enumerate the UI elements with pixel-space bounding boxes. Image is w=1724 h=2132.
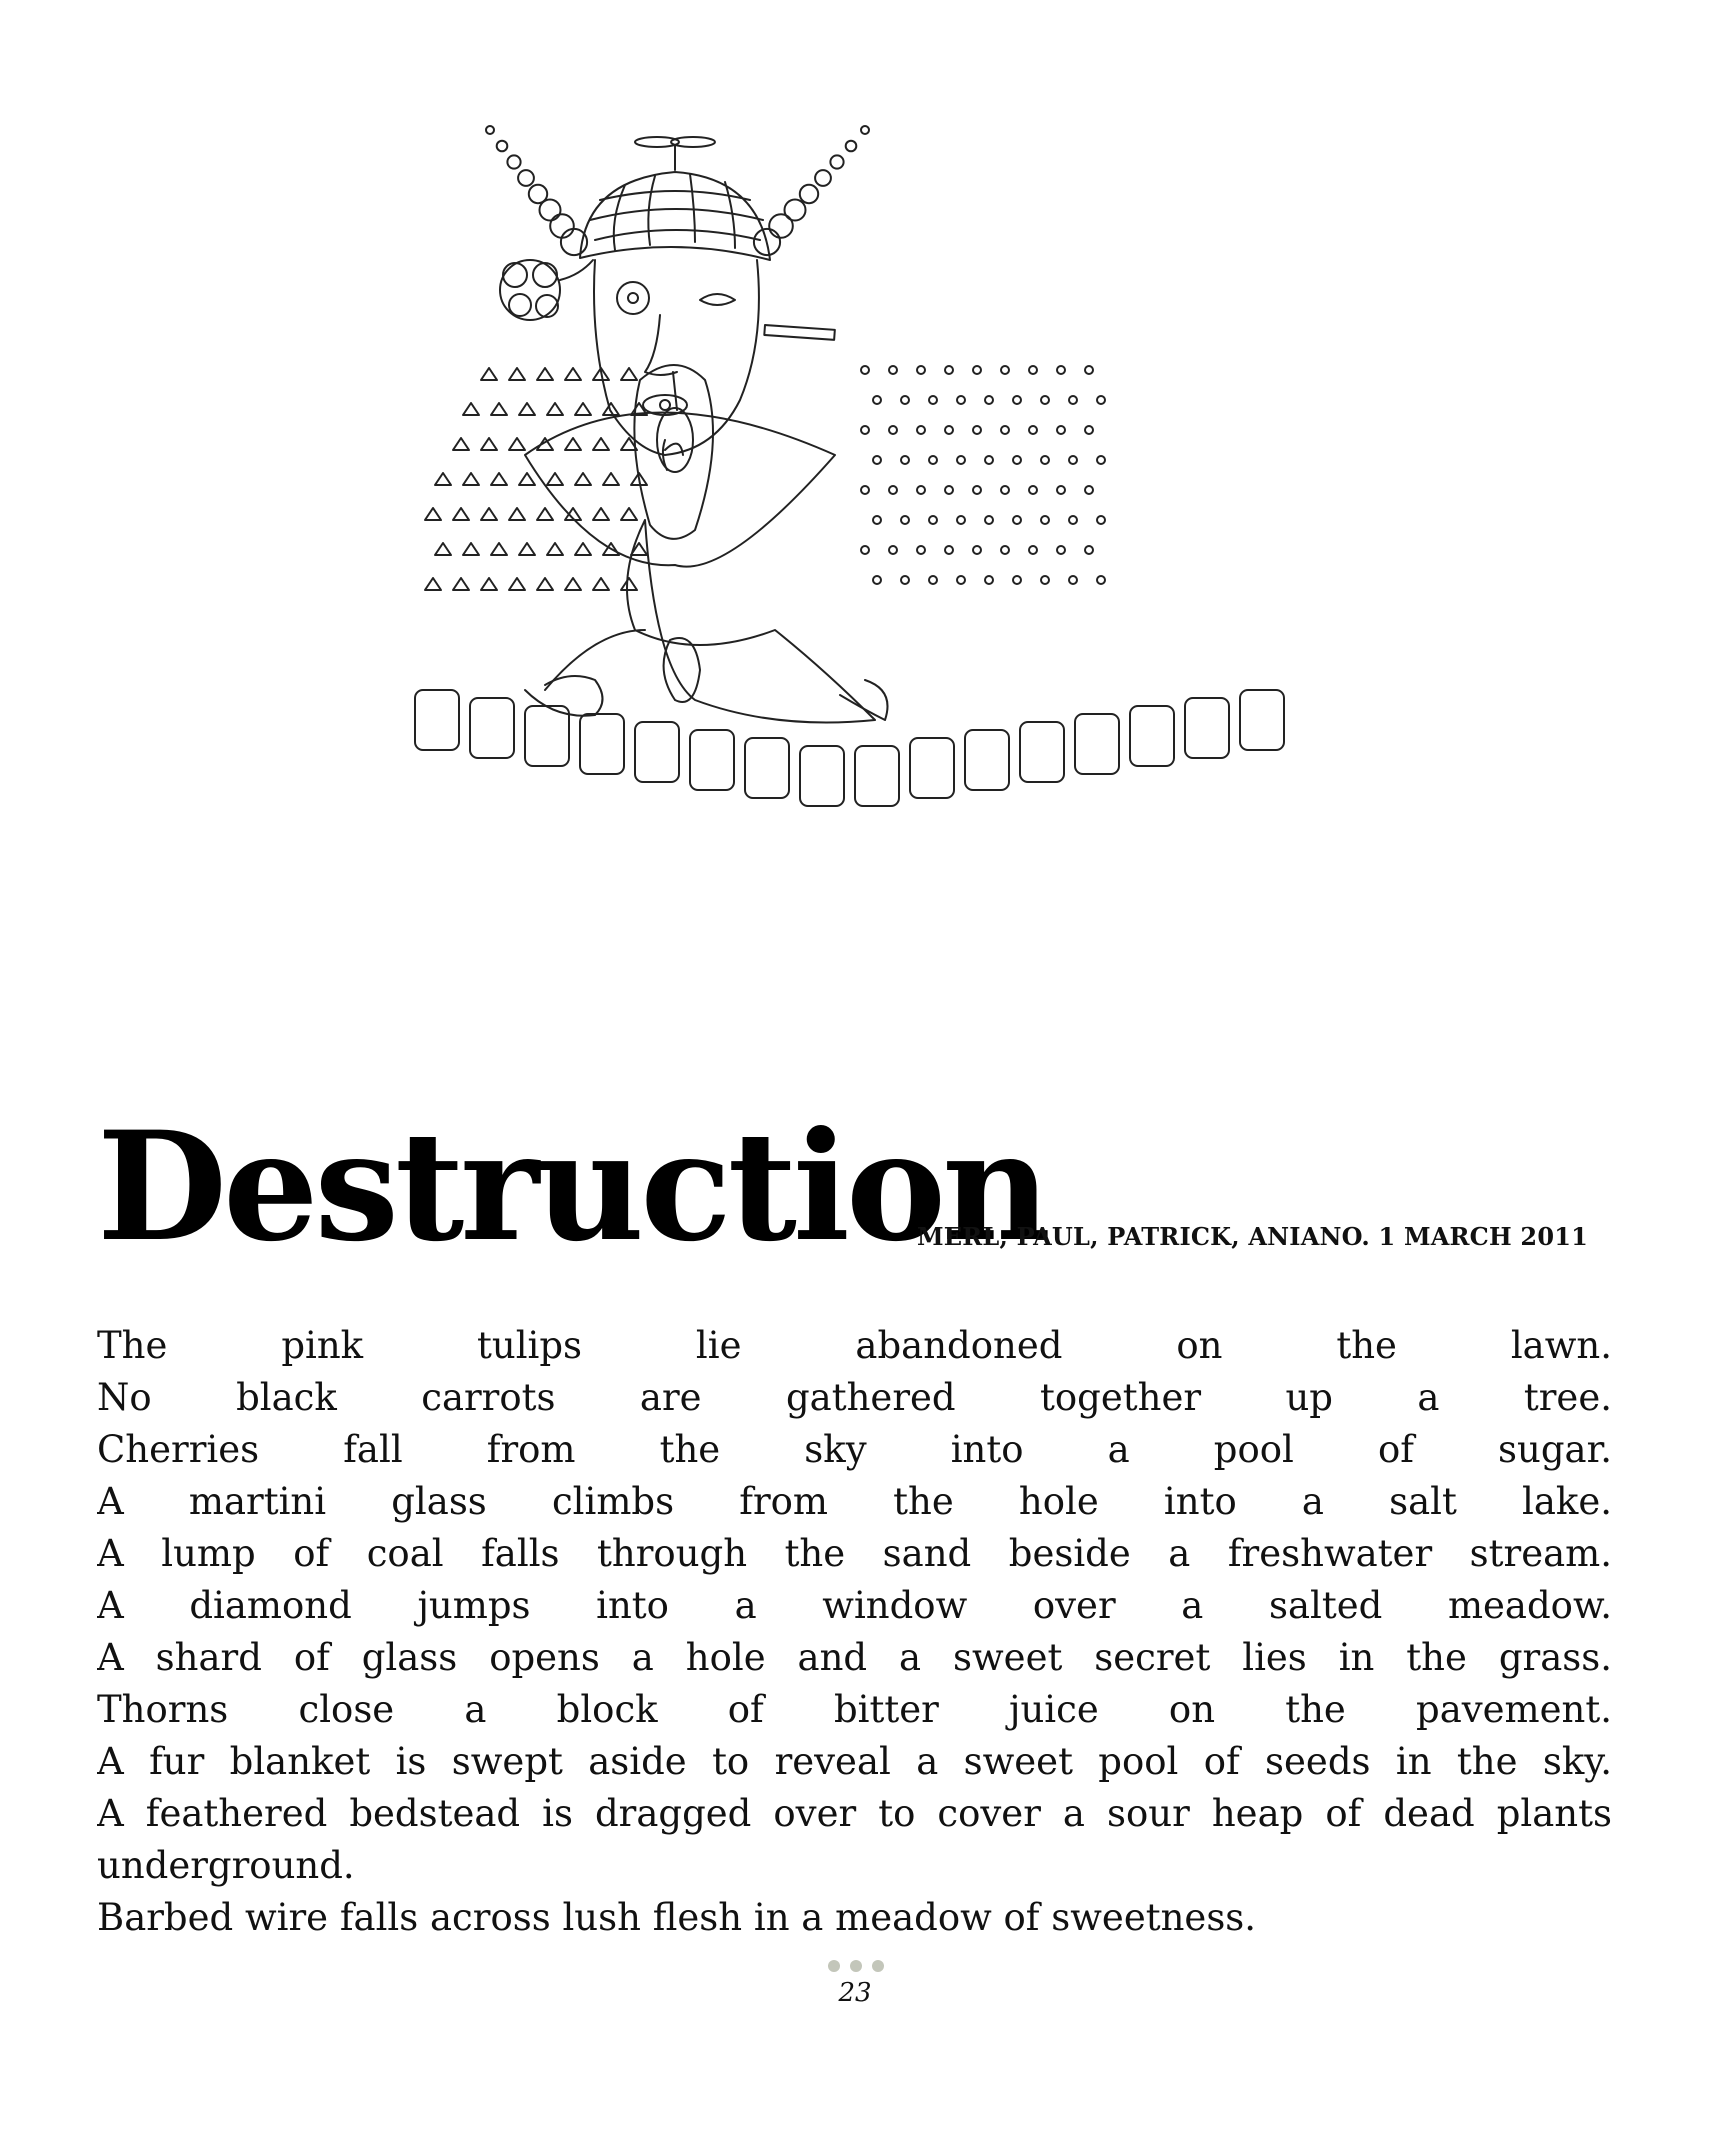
poem-line: Cherries fall from the sky into a pool of sugar. <box>97 1428 1612 1471</box>
poem-line: Thorns close a block of bitter juice on the pavement. <box>97 1688 1612 1731</box>
poem-line: A feathered bedstead is dragged over to cover a sour heap of dead plants underground. <box>97 1792 1612 1887</box>
byline: MERL, PAUL, PATRICK, ANIANO. 1 MARCH 2011 <box>917 1222 1589 1251</box>
ornament-dots <box>828 1960 884 1974</box>
surreal-figure-drawing <box>395 110 1335 1060</box>
poem-line: The pink tulips lie abandoned on the lawn. <box>97 1324 1612 1367</box>
ornament-dot <box>828 1960 840 1972</box>
ornament-dot <box>850 1960 862 1972</box>
poem-line: Barbed wire falls across lush flesh in a meadow of sweetness. <box>97 1896 1257 1939</box>
poem-line: A diamond jumps into a window over a salted meadow. <box>97 1584 1612 1627</box>
poem-line: A shard of glass opens a hole and a sweet secret lies in the grass. <box>97 1636 1612 1679</box>
poem-line: A martini glass climbs from the hole into a salt lake. <box>97 1480 1612 1523</box>
poem-line: A lump of coal falls through the sand beside a freshwater stream. <box>97 1532 1612 1575</box>
page-number: 23 <box>838 1978 872 2008</box>
ornament-dot <box>872 1960 884 1972</box>
poem-line: No black carrots are gathered together up a tree. <box>97 1376 1612 1419</box>
poem <box>97 1320 1612 1944</box>
poem-line: A fur blanket is swept aside to reveal a sweet pool of seeds in the sky. <box>97 1740 1612 1783</box>
page-title: Destruction <box>97 1099 1048 1275</box>
title-row <box>97 1099 1627 1275</box>
